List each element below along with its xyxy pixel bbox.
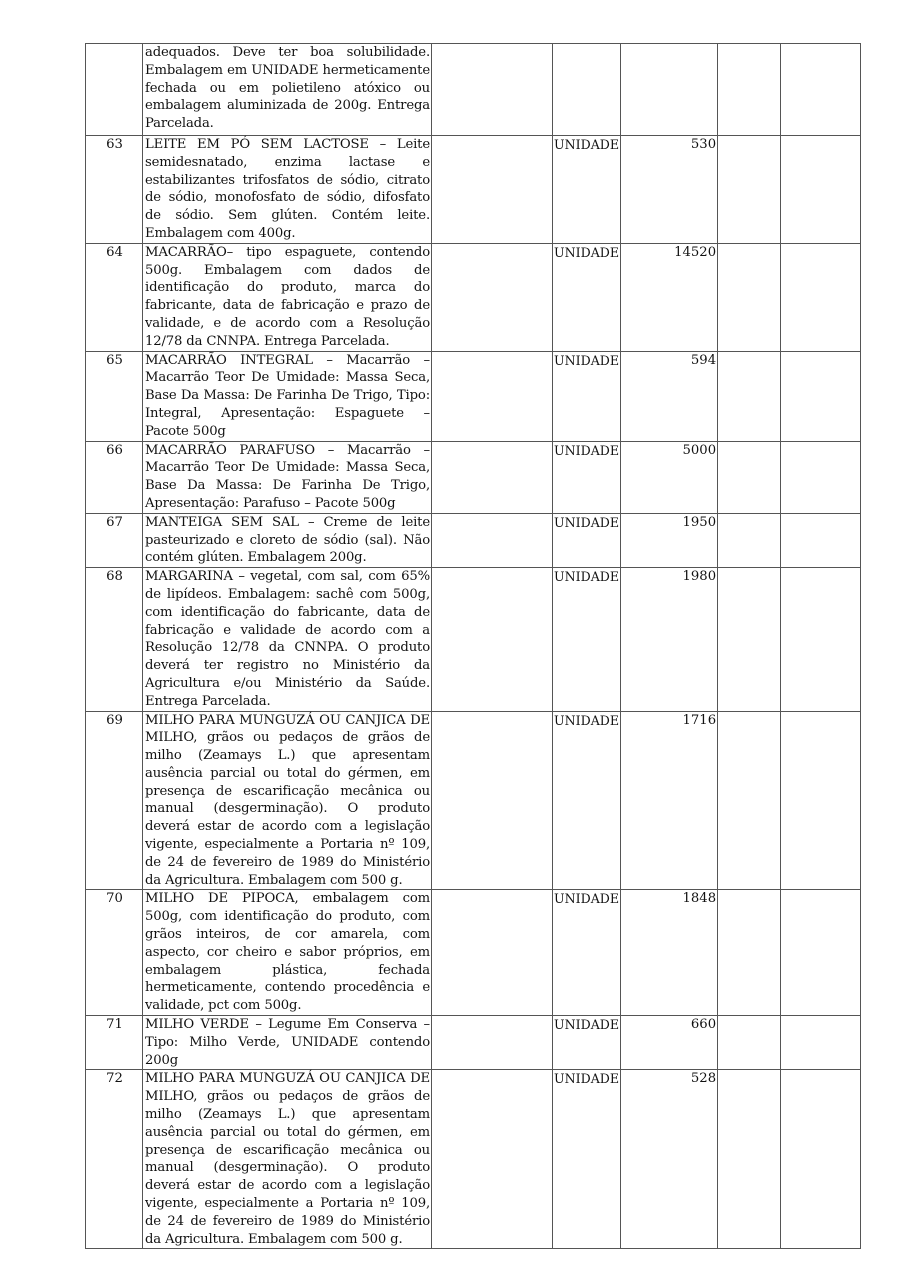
item-total-price: [781, 441, 861, 513]
item-number: 69: [86, 711, 143, 890]
item-description: MACARRÃO PARAFUSO – Macarrão – Macarrão Teor De Umidade: Massa Seca, Base Da Massa: De Farinha De Trigo, Apresentação: Parafuso – Pacote 500g: [143, 441, 432, 513]
item-unit-price: [718, 351, 781, 441]
table-row: [86, 44, 861, 136]
item-number: 68: [86, 568, 143, 711]
item-total-price: [781, 1016, 861, 1070]
item-unit-price: [718, 568, 781, 711]
item-number: 66: [86, 441, 143, 513]
item-number: 64: [86, 243, 143, 351]
item-unit: UNIDADE: [553, 711, 621, 890]
item-unit: UNIDADE: [553, 568, 621, 711]
item-number: 72: [86, 1070, 143, 1249]
item-description: MILHO PARA MUNGUZÁ OU CANJICA DE MILHO, grãos ou pedaços de grãos de milho (Zeamays L.) que apresentam ausência parcial ou total do gérmen, em presença de escarificação mecânica ou manual (desgerminação). O produto deverá estar de acordo com a legislação vigente, especialmente a Portaria nº 109, de 24 de fevereiro de 1989 do Ministério da Agricultura. Embalagem com 500 g.: [143, 711, 432, 890]
item-blank-col: [432, 1016, 553, 1070]
item-number: 71: [86, 1016, 143, 1070]
table-row: [86, 711, 861, 890]
item-quantity: 660: [621, 1016, 718, 1070]
item-description: LEITE EM PÓ SEM LACTOSE – Leite semidesnatado, enzima lactase e estabilizantes trifosfatos de sódio, citrato de sódio, monofosfato de sódio, difosfato de sódio. Sem glúten. Contém leite. Embalagem com 400g.: [143, 136, 432, 244]
item-number: 70: [86, 890, 143, 1016]
table-row: [86, 351, 861, 441]
item-unit-price: [718, 1016, 781, 1070]
item-quantity: 1950: [621, 513, 718, 567]
item-total-price: [781, 513, 861, 567]
item-description: MACARRÃO– tipo espaguete, contendo 500g. Embalagem com dados de identificação do produto, marca do fabricante, data de fabricação e prazo de validade, e de acordo com a Resolução 12/78 da CNNPA. Entrega Parcelada.: [143, 243, 432, 351]
item-blank-col: [432, 136, 553, 244]
item-blank-col: [432, 568, 553, 711]
item-blank-col: [432, 513, 553, 567]
table-row: [86, 890, 861, 1016]
table-row: [86, 441, 861, 513]
table-row: [86, 1070, 861, 1249]
item-quantity: 594: [621, 351, 718, 441]
table-row: [86, 136, 861, 244]
item-quantity: 530: [621, 136, 718, 244]
table-row: [86, 1016, 861, 1070]
item-unit: UNIDADE: [553, 441, 621, 513]
item-quantity: 5000: [621, 441, 718, 513]
item-total-price: [781, 44, 861, 136]
item-unit-price: [718, 890, 781, 1016]
item-unit-price: [718, 1070, 781, 1249]
item-unit: UNIDADE: [553, 243, 621, 351]
item-total-price: [781, 351, 861, 441]
item-blank-col: [432, 243, 553, 351]
item-blank-col: [432, 441, 553, 513]
item-number: 65: [86, 351, 143, 441]
table-row: [86, 568, 861, 711]
item-total-price: [781, 243, 861, 351]
item-description: MILHO PARA MUNGUZÁ OU CANJICA DE MILHO, grãos ou pedaços de grãos de milho (Zeamays L.) que apresentam ausência parcial ou total do gérmen, em presença de escarificação mecânica ou manual (desgerminação). O produto deverá estar de acordo com a legislação vigente, especialmente a Portaria nº 109, de 24 de fevereiro de 1989 do Ministério da Agricultura. Embalagem com 500 g.: [143, 1070, 432, 1249]
table-row: [86, 243, 861, 351]
item-number: 67: [86, 513, 143, 567]
item-number: [86, 44, 143, 136]
item-unit-price: [718, 243, 781, 351]
items-table: [85, 43, 861, 1249]
item-unit: UNIDADE: [553, 513, 621, 567]
item-unit-price: [718, 136, 781, 244]
item-quantity: 14520: [621, 243, 718, 351]
item-total-price: [781, 1070, 861, 1249]
item-description: adequados. Deve ter boa solubilidade. Embalagem em UNIDADE hermeticamente fechada ou em polietileno atóxico ou embalagem aluminizada de 200g. Entrega Parcelada.: [143, 44, 432, 136]
item-description: MILHO VERDE – Legume Em Conserva – Tipo: Milho Verde, UNIDADE contendo 200g: [143, 1016, 432, 1070]
item-unit: UNIDADE: [553, 136, 621, 244]
item-description: MARGARINA – vegetal, com sal, com 65% de lipídeos. Embalagem: sachê com 500g, com identificação do fabricante, data de fabricação e validade de acordo com a Resolução 12/78 da CNNPA. O produto deverá ter registro no Ministério da Agricultura e/ou Ministério da Saúde. Entrega Parcelada.: [143, 568, 432, 711]
item-quantity: [621, 44, 718, 136]
item-quantity: 1848: [621, 890, 718, 1016]
item-total-price: [781, 711, 861, 890]
item-total-price: [781, 136, 861, 244]
item-blank-col: [432, 711, 553, 890]
item-number: 63: [86, 136, 143, 244]
item-unit: [553, 44, 621, 136]
item-blank-col: [432, 1070, 553, 1249]
item-description: MACARRÃO INTEGRAL – Macarrão – Macarrão Teor De Umidade: Massa Seca, Base Da Massa: De Farinha De Trigo, Tipo: Integral, Apresentação: Espaguete – Pacote 500g: [143, 351, 432, 441]
document-page: [85, 43, 861, 1249]
item-unit: UNIDADE: [553, 351, 621, 441]
item-quantity: 1716: [621, 711, 718, 890]
item-blank-col: [432, 44, 553, 136]
item-unit-price: [718, 711, 781, 890]
item-description: MANTEIGA SEM SAL – Creme de leite pasteurizado e cloreto de sódio (sal). Não contém glúten. Embalagem 200g.: [143, 513, 432, 567]
item-unit-price: [718, 513, 781, 567]
item-blank-col: [432, 351, 553, 441]
item-total-price: [781, 890, 861, 1016]
table-row: [86, 513, 861, 567]
item-unit: UNIDADE: [553, 1070, 621, 1249]
item-unit: UNIDADE: [553, 1016, 621, 1070]
item-total-price: [781, 568, 861, 711]
item-quantity: 1980: [621, 568, 718, 711]
item-blank-col: [432, 890, 553, 1016]
item-description: MILHO DE PIPOCA, embalagem com 500g, com identificação do produto, com grãos inteiros, de cor amarela, com aspecto, cor cheiro e sabor próprios, em embalagem plástica, fechada hermeticamente, contendo procedência e validade, pct com 500g.: [143, 890, 432, 1016]
item-quantity: 528: [621, 1070, 718, 1249]
item-unit-price: [718, 441, 781, 513]
item-unit-price: [718, 44, 781, 136]
item-unit: UNIDADE: [553, 890, 621, 1016]
